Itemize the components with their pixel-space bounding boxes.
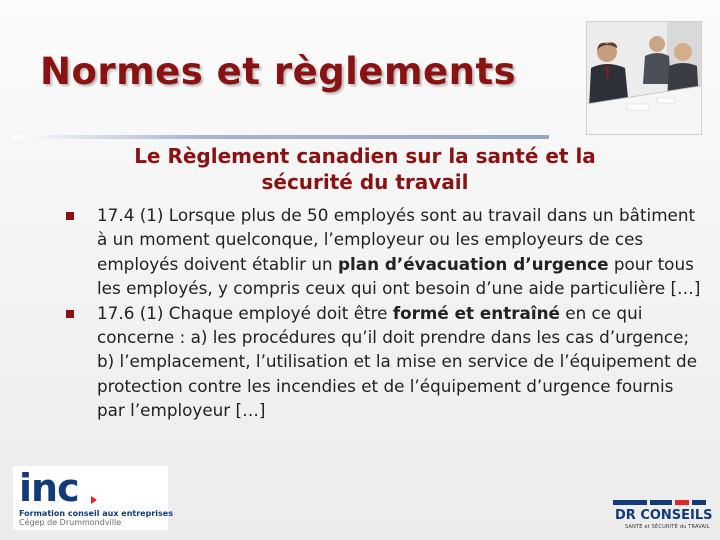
inc-logo (13, 466, 173, 530)
bullet-text-part: en ce qui concerne : a) les procédures qu’il doit prendre dans les cas d’urgence; b) l’emplacement, l’utilisation et la mise en service de l’équipement de protection contre les incendies et de l’équipement d’urgence fournis par l’employeur […] (97, 302, 698, 421)
list-item (62, 203, 702, 301)
red-arrow-icon (91, 496, 97, 504)
list-item (62, 301, 702, 423)
logo-stripes-icon (613, 500, 709, 505)
slide-subtitle: Le Règlement canadien sur la santé et la sécurité du travail (134, 144, 596, 194)
inc-logo-line2: Cégep de Drummondville (19, 518, 122, 527)
dr-conseils-tagline: SANTÉ et SÉCURITÉ du TRAVAIL (625, 524, 710, 530)
bullet-emphasis: formé et entraîné (392, 302, 560, 323)
inc-wordmark: inc (19, 466, 79, 510)
business-meeting-photo (586, 21, 702, 135)
square-bullet-icon (66, 310, 74, 318)
dr-conseils-name: DR CONSEILS (615, 508, 713, 523)
inc-logo-line1: Formation conseil aux entreprises (19, 509, 173, 518)
bullet-list (62, 203, 702, 423)
title-underline (12, 135, 549, 139)
bullet-text (97, 303, 697, 421)
slide-title: Normes et règlements (40, 50, 517, 93)
bullet-text-part: 17.4 (1) Lorsque plus de 50 employés sont au travail dans un bâtiment à un moment quelconque, l’employeur ou les employeurs de ces employés doivent établir un (97, 205, 696, 274)
dr-conseils-logo (613, 500, 713, 534)
bullet-text-part: pour tous les employés, y compris ceux qui ont besoin d’une aide particulière […] (97, 253, 701, 299)
bullet-emphasis: plan d’évacuation d’urgence (337, 253, 609, 274)
bullet-text-part: 17.6 (1) Chaque employé doit être (97, 302, 393, 323)
bullet-text (97, 205, 700, 298)
square-bullet-icon (66, 212, 74, 220)
